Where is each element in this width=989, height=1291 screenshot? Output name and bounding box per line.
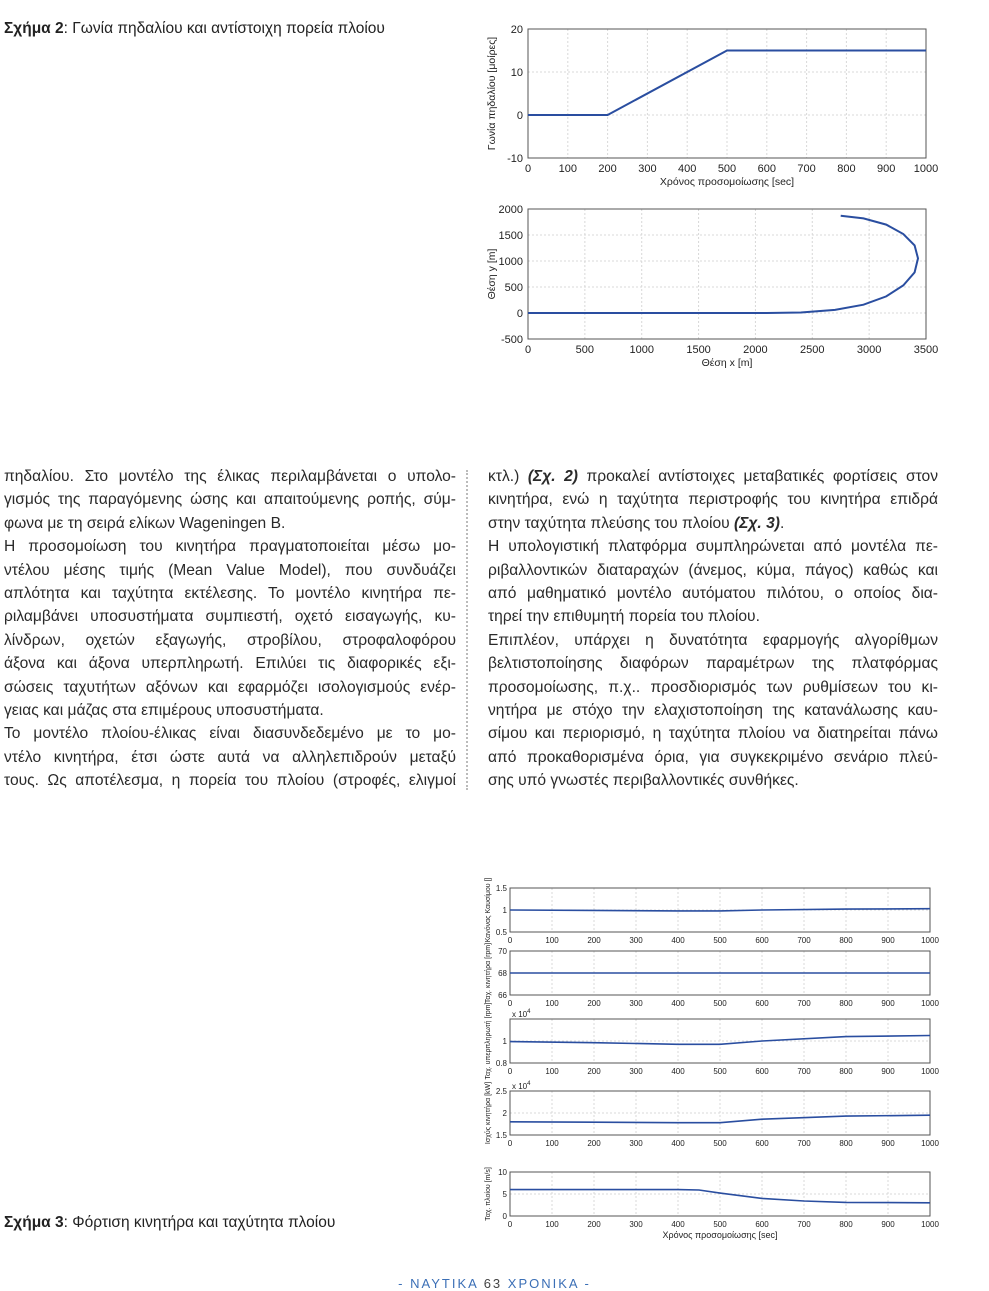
multiplier-exponent: 4 — [527, 1081, 531, 1087]
x-tick-label: 0 — [507, 1067, 513, 1076]
x-tick-label: 1000 — [921, 936, 939, 945]
y-tick-label: 1 — [502, 906, 507, 915]
footer-dash-left: - — [398, 1276, 411, 1291]
text-line: Η υπολογιστική πλατφόρμα συμπληρώνεται από μοντέλα πε- — [488, 538, 938, 556]
ship-track-chart — [478, 200, 948, 375]
x-tick-label: 100 — [545, 936, 559, 945]
multiplier-exponent: 4 — [527, 1009, 531, 1015]
text-line: γισμός της παραγόμενης ώσης και απαιτούμενης ροπής, σύμ- — [4, 491, 456, 509]
x-tick-label: 2500 — [800, 344, 825, 356]
x-tick-label: 900 — [881, 936, 895, 945]
text-fragment: προκαλεί αντίστοιχες μεταβατικές φορτίσεις στον — [577, 468, 939, 485]
x-tick-label: 3000 — [856, 344, 882, 356]
x-tick-label: 400 — [671, 1139, 685, 1148]
x-tick-label: 200 — [598, 163, 617, 175]
x-tick-label: 100 — [558, 163, 577, 175]
x-tick-label: 0 — [507, 999, 513, 1008]
x-tick-label: 1000 — [921, 1139, 939, 1148]
figure2-caption — [4, 20, 385, 38]
figure3-caption-text: : Φόρτιση κινητήρα και ταχύτητα πλοίου — [63, 1214, 336, 1231]
x-tick-label: 500 — [713, 1220, 727, 1229]
x-tick-label: 1000 — [921, 1067, 939, 1076]
x-tick-label: 800 — [839, 1139, 853, 1148]
text-line: κινητήρα, ενώ η ταχύτητα περιστροφής του κινητήρα επιδρά — [488, 491, 938, 509]
text-line: σίμου και περιορισμό, η ταχύτητα πλοίου να διατηρείται πάνω — [488, 725, 938, 743]
text-line: Επιπλέον, υπάρχει η δυνατότητα εφαρμογής αλγορίθμων — [488, 631, 938, 649]
x-tick-label: 800 — [839, 936, 853, 945]
y-tick-label: 1.5 — [495, 884, 507, 893]
x-tick-label: 0 — [507, 1220, 513, 1229]
figure2-reference: (Σχ. 2) — [527, 468, 578, 485]
panel-y-axis-label: Ισχύς κινητήρα [kW] — [485, 1081, 492, 1145]
figure3-caption-label: Σχήμα 3 — [4, 1214, 64, 1231]
x-tick-label: 0 — [524, 163, 532, 175]
y-tick-label: 500 — [504, 282, 523, 294]
x-tick-label: 0 — [507, 936, 513, 945]
y-tick-label: 1.5 — [495, 1131, 507, 1140]
x-axis-label: Θέση x [m] — [701, 357, 753, 369]
text-line: τους. Ως αποτέλεσμα, η πορεία του πλοίου (στροφές, ελιγμοί — [4, 772, 456, 790]
rudder-angle-chart — [478, 20, 948, 195]
y-tick-label: 1 — [502, 1037, 507, 1046]
panel-y-axis-label: Ταχ. υπερπληρωτή [rpm] — [485, 1002, 492, 1080]
plot-frame — [528, 209, 926, 339]
text-line: από μαθηματικό μοντέλο αυτόματου πιλότου, ο οποίος δια- — [488, 585, 938, 603]
axis-multiplier — [512, 1009, 531, 1019]
x-tick-label: 100 — [545, 1139, 559, 1148]
x-tick-label: 800 — [839, 1220, 853, 1229]
panel-y-axis-label: Ταχ. πλοίου [m/s] — [485, 1167, 492, 1221]
x-tick-label: 200 — [587, 1220, 601, 1229]
x-tick-label: 600 — [755, 1067, 769, 1076]
y-axis-label: Θέση y [m] — [486, 248, 498, 300]
page-number: 63 — [483, 1276, 503, 1291]
text-line: άξονα και άξονα υπερπληρωτή. Επιλύει τις διαφορικές εξι- — [4, 655, 456, 673]
text-line: γειας και μάζας στα επιμέρους υποσυστήματα. — [4, 702, 324, 720]
y-axis-label: Γωνία πηδαλίου [μοίρες] — [486, 36, 498, 151]
y-tick-label: -10 — [507, 153, 523, 165]
x-tick-label: 200 — [587, 999, 601, 1008]
y-tick-label: 2000 — [498, 204, 523, 216]
x-tick-label: 400 — [671, 999, 685, 1008]
x-tick-label: 700 — [797, 999, 811, 1008]
x-tick-label: 800 — [837, 163, 856, 175]
right-paragraph-2 — [488, 535, 938, 629]
x-tick-label: 1000 — [921, 999, 939, 1008]
text-line: Το μοντέλο πλοίου-έλικας είναι διασυνδεδεμένο με το μο- — [4, 725, 456, 743]
text-fragment: κτλ.) — [488, 468, 528, 485]
text-fragment: . — [779, 514, 785, 532]
x-tick-label: 3500 — [913, 344, 939, 356]
x-tick-label: 2000 — [743, 344, 768, 356]
figure2-caption-label: Σχήμα 2 — [4, 20, 64, 37]
engine-load-chart — [480, 872, 950, 1242]
text-line: ριλαμβάνει υποσυστήματα συμπιεστή, οχετό εισαγωγής, κυ- — [4, 608, 456, 626]
body-left-column — [4, 465, 456, 793]
y-tick-label: 0 — [516, 110, 523, 122]
figure2-caption-text: : Γωνία πηδαλίου και αντίστοιχη πορεία πλοίου — [63, 20, 385, 37]
x-tick-label: 700 — [797, 936, 811, 945]
text-line — [488, 512, 938, 535]
footer-word-1: ΝΑΥΤΙΚΑ — [410, 1276, 479, 1291]
text-line: Η προσομοίωση του κινητήρα πραγματοποιείται μέσω μο- — [4, 538, 456, 556]
y-tick-label: 1000 — [498, 256, 523, 268]
multiplier-base: x 10 — [512, 1082, 528, 1091]
text-line: βελτιστοποίησης διαφόρων παραμέτρων της πλατφόρμας — [488, 655, 938, 673]
x-tick-label: 400 — [671, 936, 685, 945]
text-line: από προκαθορισμένα όρια, για συγκεκριμένο σενάριο πλεύ- — [488, 748, 938, 766]
x-tick-label: 200 — [587, 1067, 601, 1076]
footer-dash-right: - — [578, 1276, 591, 1291]
y-tick-label: 68 — [498, 969, 507, 978]
x-tick-label: 300 — [629, 1067, 643, 1076]
y-tick-label: 1500 — [498, 230, 523, 242]
right-paragraph-1 — [488, 465, 938, 535]
data-line — [528, 216, 918, 313]
y-tick-label: 5 — [502, 1190, 507, 1199]
x-axis-label: Χρόνος προσομοίωσης [sec] — [662, 1230, 778, 1240]
y-tick-label: 10 — [498, 1168, 507, 1177]
x-tick-label: 900 — [881, 1220, 895, 1229]
text-line: φωνα με τη σειρά ελίκων Wageningen B. — [4, 514, 286, 532]
x-tick-label: 500 — [713, 1067, 727, 1076]
x-tick-label: 0 — [524, 344, 532, 356]
footer-word-2: ΧΡΟΝΙΚΑ — [507, 1276, 579, 1291]
x-tick-label: 800 — [839, 1067, 853, 1076]
x-tick-label: 100 — [545, 1220, 559, 1229]
x-tick-label: 100 — [545, 1067, 559, 1076]
text-line: προσομοίωσης, π.χ.. προσδιορισμός των ρυθμίσεων του κι- — [488, 678, 938, 696]
y-tick-label: 0 — [502, 1212, 507, 1221]
text-line: τηρεί την επιθυμητή πορεία του πλοίου. — [488, 608, 760, 626]
column-divider — [466, 470, 468, 790]
x-tick-label: 300 — [629, 936, 643, 945]
x-tick-label: 900 — [877, 163, 896, 175]
x-tick-label: 600 — [755, 1139, 769, 1148]
y-tick-label: 70 — [498, 947, 507, 956]
x-tick-label: 400 — [671, 1220, 685, 1229]
x-tick-label: 900 — [881, 999, 895, 1008]
x-tick-label: 700 — [797, 1067, 811, 1076]
x-tick-label: 900 — [881, 1139, 895, 1148]
x-tick-label: 100 — [545, 999, 559, 1008]
y-tick-label: 10 — [510, 67, 523, 79]
x-tick-label: 600 — [757, 163, 776, 175]
y-tick-label: 0.5 — [495, 928, 507, 937]
panel-y-axis-label: Ταχ. κινητήρα [rpm] — [485, 942, 492, 1004]
multiplier-base: x 10 — [512, 1010, 528, 1019]
x-tick-label: 300 — [629, 999, 643, 1008]
text-line: ντέλου μέσης τιμής (Mean Value Model), που συνδυάζει — [4, 561, 456, 579]
x-tick-label: 500 — [713, 999, 727, 1008]
x-tick-label: 400 — [678, 163, 697, 175]
text-line: ριβαλλοντικών διαταραχών (άνεμος, κύμα, πάγος) καθώς και — [488, 561, 938, 579]
x-tick-label: 1000 — [913, 163, 939, 175]
left-paragraph-3 — [4, 722, 456, 792]
y-tick-label: 20 — [510, 24, 523, 36]
x-tick-label: 300 — [629, 1139, 643, 1148]
x-tick-label: 300 — [629, 1220, 643, 1229]
x-tick-label: 400 — [671, 1067, 685, 1076]
y-tick-label: 2 — [502, 1109, 507, 1118]
y-tick-label: 66 — [498, 991, 507, 1000]
x-tick-label: 1000 — [629, 344, 654, 356]
x-tick-label: 500 — [575, 344, 595, 356]
x-tick-label: 200 — [587, 936, 601, 945]
x-tick-label: 1500 — [686, 344, 711, 356]
x-tick-label: 600 — [755, 936, 769, 945]
page-footer — [0, 1276, 989, 1291]
text-line: νητήρα με στόχο την ελαχιστοποίηση της κατανάλωσης καυ- — [488, 702, 938, 720]
text-line: ντέλο κινητήρα, έτσι ώστε αυτά να αλληλεπιδρούν μεταξύ — [4, 748, 456, 766]
text-line: σης υπό γνωστές περιβαλλοντικές συνθήκες. — [488, 772, 799, 790]
figure3-caption — [4, 1214, 335, 1232]
y-tick-label: 0.8 — [495, 1059, 507, 1068]
x-tick-label: 200 — [587, 1139, 601, 1148]
x-axis-label: Χρόνος προσομοίωσης [sec] — [659, 176, 795, 188]
text-line: λίνδρων, οχετών εξαγωγής, στροβίλου, στροφαλοφόρου — [4, 631, 456, 649]
text-line: σώσεις ταχυτήτων αξόνων και εφαρμόζει ισολογισμούς ενέρ- — [4, 678, 456, 696]
text-fragment: στην ταχύτητα πλεύσης του πλοίου — [488, 514, 735, 532]
x-tick-label: 700 — [797, 1139, 811, 1148]
left-paragraph-2 — [4, 535, 456, 722]
x-tick-label: 500 — [717, 163, 737, 175]
x-tick-label: 1000 — [921, 1220, 939, 1229]
x-tick-label: 800 — [839, 999, 853, 1008]
x-tick-label: 600 — [755, 999, 769, 1008]
y-tick-label: 0 — [516, 308, 523, 320]
x-tick-label: 700 — [797, 1220, 811, 1229]
figure3-reference: (Σχ. 3) — [734, 514, 780, 532]
text-line: πηδαλίου. Στο μοντέλο της έλικας περιλαμβάνεται ο υπολο- — [4, 468, 456, 485]
axis-multiplier — [512, 1081, 531, 1091]
left-paragraph-1 — [4, 465, 456, 535]
x-tick-label: 500 — [713, 936, 727, 945]
text-line: απλότητα και ταχύτητα εκτέλεσης. Το μοντέλο κινητήρα πε- — [4, 585, 456, 603]
x-tick-label: 300 — [638, 163, 657, 175]
body-right-column — [488, 465, 938, 793]
text-line — [488, 465, 938, 488]
x-tick-label: 700 — [797, 163, 816, 175]
panel-y-axis-label: Κανόνας Καυσίμου [] — [485, 877, 492, 943]
x-tick-label: 0 — [507, 1139, 513, 1148]
y-tick-label: 2.5 — [495, 1087, 507, 1096]
right-paragraph-3 — [488, 629, 938, 793]
x-tick-label: 600 — [755, 1220, 769, 1229]
y-tick-label: -500 — [500, 334, 523, 346]
x-tick-label: 900 — [881, 1067, 895, 1076]
x-tick-label: 500 — [713, 1139, 727, 1148]
